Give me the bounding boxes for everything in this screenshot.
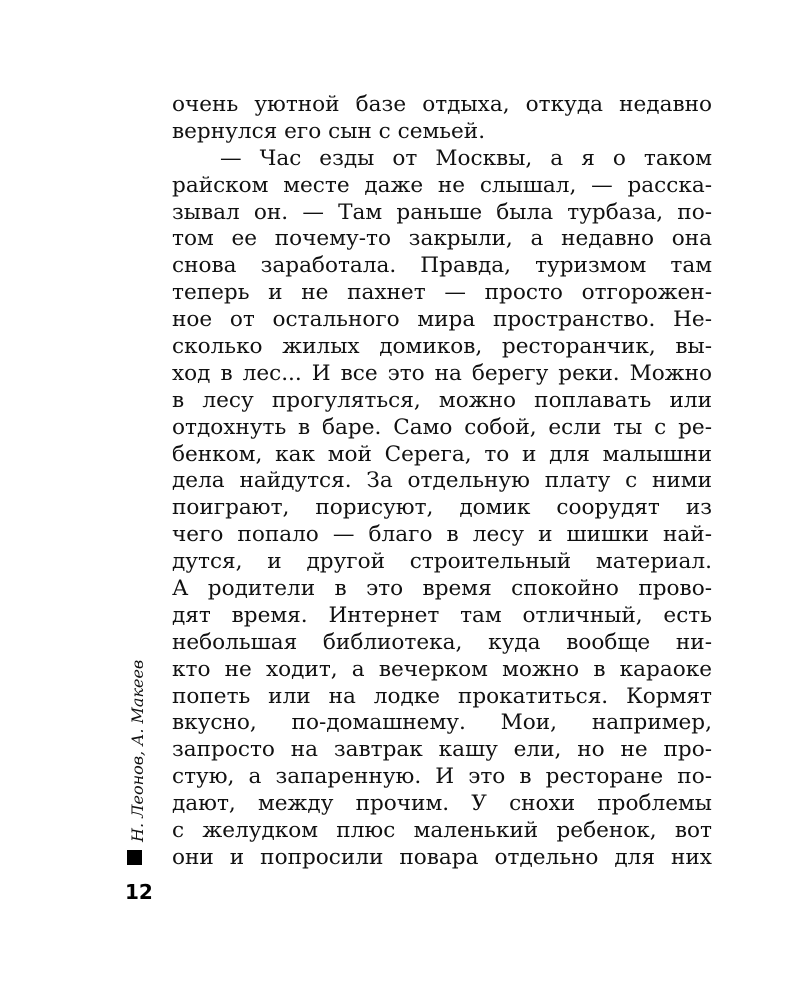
- text-line: запросто на завтрак кашу ели, но не про-: [172, 737, 712, 763]
- text-line: снова заработала. Правда, туризмом там: [172, 253, 712, 279]
- page-number: 12: [125, 880, 153, 904]
- text-line: с желудком плюс маленький ребенок, вот: [172, 818, 712, 844]
- text-line: попеть или на лодке прокатиться. Кормят: [172, 683, 712, 709]
- text-line: дутся, и другой строительный материал.: [172, 549, 712, 575]
- body-text: [172, 92, 712, 872]
- text-line: том ее почему-то закрыли, а недавно она: [172, 226, 712, 252]
- text-line: в лесу прогуляться, можно поплавать или: [172, 387, 712, 413]
- text-line: дела найдутся. За отдельную плату с ними: [172, 468, 712, 494]
- running-head-authors: Н. Леонов, А. Макеев: [128, 659, 147, 842]
- text-line: небольшая библиотека, куда вообще ни-: [172, 629, 712, 655]
- text-line: зывал он. — Там раньше была турбаза, по-: [172, 199, 712, 225]
- text-line: стую, а запаренную. И это в ресторане по-: [172, 764, 712, 790]
- text-line: А родители в это время спокойно прово-: [172, 576, 712, 602]
- text-line: поиграют, порисуют, домик соорудят из: [172, 495, 712, 521]
- text-line: дят время. Интернет там отличный, есть: [172, 602, 712, 628]
- text-line: сколько жилых домиков, ресторанчик, вы-: [172, 334, 712, 360]
- text-line: вернулся его сын с семьей.: [172, 118, 486, 144]
- text-line: очень уютной базе отдыха, откуда недавно: [172, 92, 712, 117]
- square-marker-icon: [127, 850, 142, 865]
- text-line: — Час езды от Москвы, а я о таком: [220, 145, 712, 171]
- text-line: бенком, как мой Серега, то и для малышни: [172, 441, 712, 467]
- text-line: кто не ходит, а вечерком можно в караоке: [172, 656, 712, 682]
- text-line: отдохнуть в баре. Само собой, если ты с ре-: [172, 414, 712, 440]
- text-line: дают, между прочим. У снохи проблемы: [172, 791, 712, 817]
- text-line: они и попросили повара отдельно для них: [172, 844, 712, 870]
- text-line: райском месте даже не слышал, — расска-: [172, 172, 712, 198]
- text-line: ход в лес... И все это на берегу реки. Можно: [172, 360, 712, 386]
- text-line: ное от остального мира пространство. Не-: [172, 307, 712, 333]
- text-line: чего попало — благо в лесу и шишки най-: [172, 522, 712, 548]
- text-line: теперь и не пахнет — просто отгорожен-: [172, 280, 712, 306]
- text-line: вкусно, по-домашнему. Мои, например,: [172, 710, 712, 736]
